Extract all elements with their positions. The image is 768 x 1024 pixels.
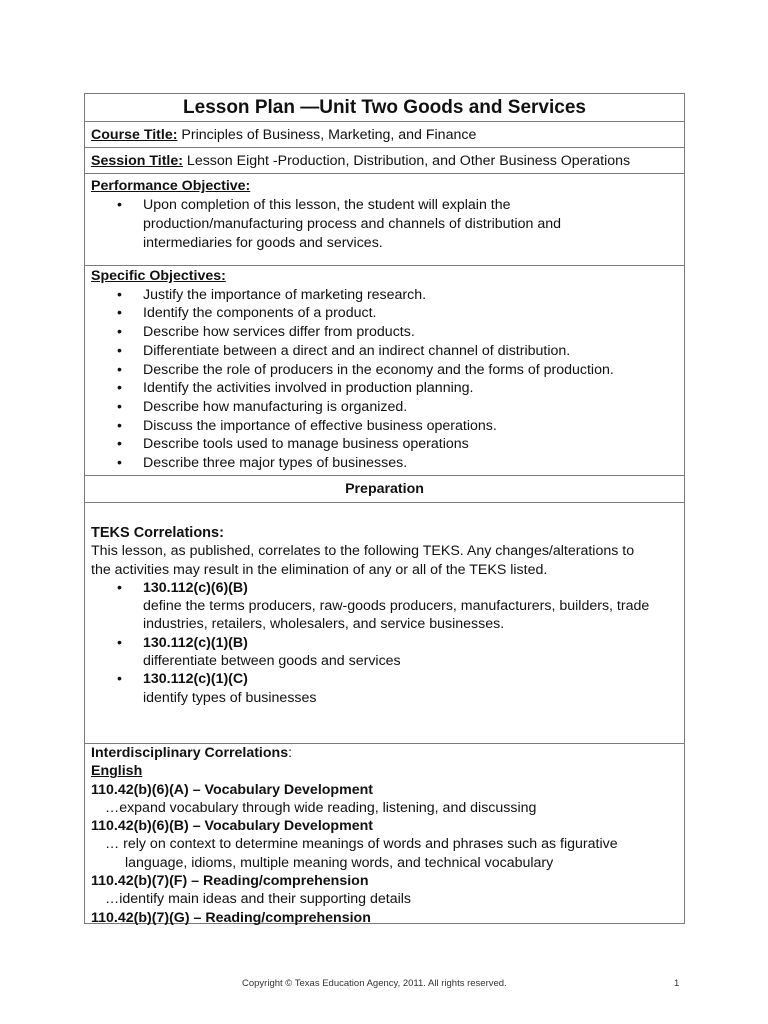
bullet-icon: • [117,342,122,359]
course-title-row [85,122,684,148]
standard-code: 110.42(b)(7)(F) – Reading/comprehension [91,873,369,890]
standard-code: 110.42(b)(6)(B) – Vocabulary Development [91,818,373,835]
bullet-icon: • [117,417,122,434]
teks-code: 130.112(c)(1)(C) [143,671,248,688]
copyright-text: Copyright © Texas Education Agency, 2011. All rights reserved. [242,978,507,989]
bullet-icon: • [117,579,122,596]
course-title-label: Course Title: [91,127,178,143]
bullet-icon: • [117,286,122,303]
objective-text: Describe how services differ from products. [143,324,415,341]
performance-line: intermediaries for goods and services. [143,235,383,251]
interdisciplinary-section [85,744,684,926]
standard-code: 110.42(b)(7)(G) – Reading/comprehension [91,909,371,926]
performance-line: Upon completion of this lesson, the student will explain the [143,197,511,213]
list-item [91,323,678,342]
performance-objective-section [85,174,684,266]
standard-desc: …identify main ideas and their supporting details [105,891,411,908]
teks-desc: differentiate between goods and services [143,653,401,670]
bullet-icon: • [117,455,122,472]
objective-text: Describe how manufacturing is organized. [143,398,408,415]
bullet-icon: • [117,324,122,341]
page-number: 1 [674,978,680,989]
objective-text: Identify the components of a product. [143,305,377,322]
specific-objectives-label: Specific Objectives: [91,268,226,284]
list-item [91,286,678,305]
objective-text: Differentiate between a direct and an indirect channel of distribution. [143,342,571,359]
list-item [91,579,678,634]
bullet-icon: • [117,197,122,213]
teks-code: 130.112(c)(6)(B) [143,579,248,596]
objective-text: Describe tools used to manage business operations [143,436,469,453]
teks-title: TEKS Correlations: [91,525,224,541]
list-item [91,670,678,707]
course-title-value: Principles of Business, Marketing, and Finance [177,127,477,143]
list-item [91,196,678,253]
performance-line: production/manufacturing process and channels of distribution and [143,216,562,232]
session-title-row [85,148,684,174]
lesson-plan-table [84,93,685,924]
list-item [91,379,678,398]
list-item [91,454,678,473]
bullet-icon: • [117,671,122,688]
interdisciplinary-title: Interdisciplinary Correlations [91,745,289,761]
session-title-label: Session Title: [91,153,183,169]
objective-text: Discuss the importance of effective business operations. [143,417,497,434]
preparation-heading: Preparation [85,476,684,503]
teks-desc: identify types of businesses [143,689,317,706]
teks-intro: the activities may result in the elimination of any or all of the TEKS listed. [91,561,548,578]
objective-text: Identify the activities involved in production planning. [143,380,474,397]
standard-code: 110.42(b)(6)(A) – Vocabulary Development [91,781,373,798]
performance-objective-label: Performance Objective: [91,178,251,194]
standard-desc: …expand vocabulary through wide reading, listening, and discussing [105,799,537,816]
objective-text: Justify the importance of marketing research. [143,286,427,303]
teks-section [85,503,684,744]
teks-intro: This lesson, as published, correlates to the following TEKS. Any changes/alterations to [91,543,635,560]
objective-text: Describe three major types of businesses. [143,455,408,472]
bullet-icon: • [117,634,122,651]
bullet-icon: • [117,436,122,453]
interdisciplinary-title-line [91,744,678,762]
list-item [91,398,678,417]
list-item [91,342,678,361]
bullet-icon: • [117,361,122,378]
list-item [91,361,678,380]
list-item [91,435,678,454]
standard-desc: … rely on context to determine meanings of words and phrases such as figurative [105,836,618,853]
teks-desc: industries, retailers, wholesalers, and service businesses. [143,616,505,633]
objective-text: Describe the role of producers in the economy and the forms of production. [143,361,614,378]
list-item [91,417,678,436]
teks-code: 130.112(c)(1)(B) [143,634,248,651]
standard-desc: language, idioms, multiple meaning words, and technical vocabulary [125,854,554,871]
list-item [91,304,678,323]
bullet-icon: • [117,398,122,415]
bullet-icon: • [117,305,122,322]
interdisciplinary-colon: : [288,745,293,761]
page-title: Lesson Plan —Unit Two Goods and Services [85,94,684,122]
session-title-value: Lesson Eight -Production, Distribution, and Other Business Operations [182,153,631,169]
bullet-icon: • [117,380,122,397]
specific-objectives-section [85,266,684,476]
subject-english: English [91,763,143,780]
list-item [91,634,678,671]
teks-desc: define the terms producers, raw-goods producers, manufacturers, builders, trade [143,598,650,615]
